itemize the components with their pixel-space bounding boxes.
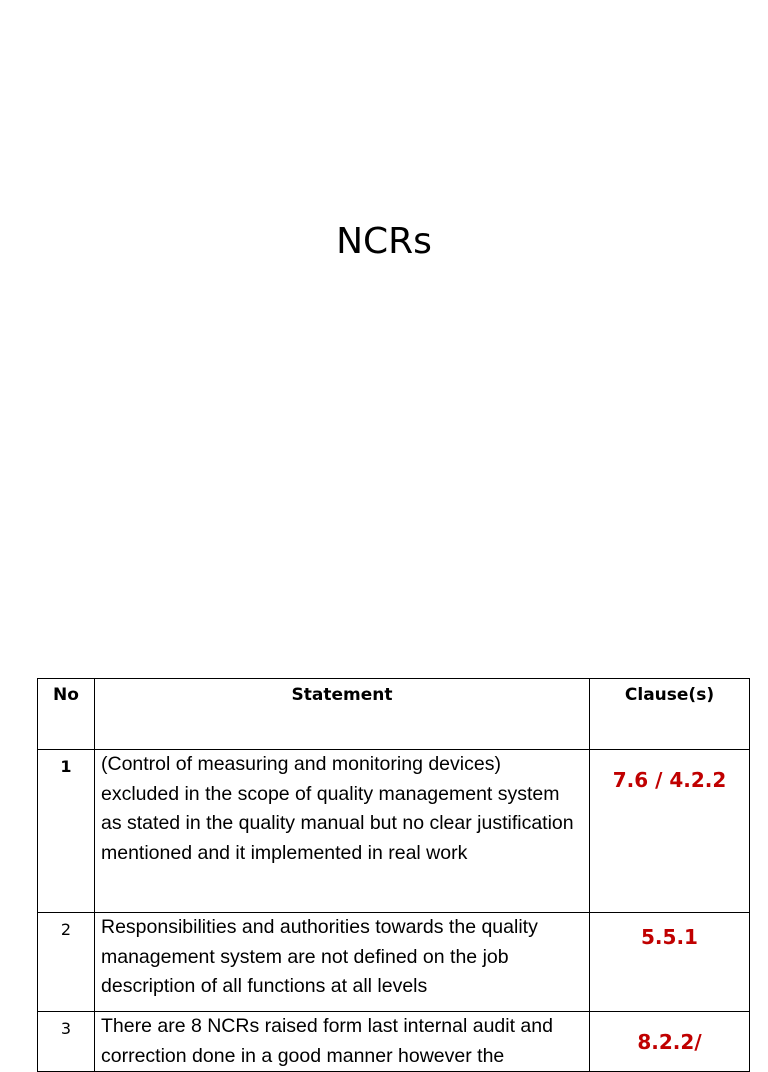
row-statement: (Control of measuring and monitoring devices) excluded in the scope of quality management system as stated in the quality manual but no clear justification mentioned and it implemented in real work	[95, 750, 590, 913]
table-row	[38, 1012, 750, 1072]
row-number: 2	[38, 913, 95, 1012]
row-number: 3	[38, 1012, 95, 1072]
table-header-row	[38, 679, 750, 750]
row-clause: 5.5.1	[590, 913, 750, 1012]
row-number: 1	[38, 750, 95, 913]
header-clauses: Clause(s)	[590, 679, 750, 750]
header-statement: Statement	[95, 679, 590, 750]
ncr-table	[37, 678, 750, 1072]
row-clause: 7.6 / 4.2.2	[590, 750, 750, 913]
slide-title: NCRs	[336, 221, 432, 262]
row-statement: Responsibilities and authorities towards the quality management system are not defined on the job description of all functions at all levels	[95, 913, 590, 1012]
row-statement: There are 8 NCRs raised form last internal audit and correction done in a good manner however the	[95, 1012, 590, 1072]
row-clause: 8.2.2/	[590, 1012, 750, 1072]
table-row	[38, 750, 750, 913]
table-row	[38, 913, 750, 1012]
header-no: No	[38, 679, 95, 750]
